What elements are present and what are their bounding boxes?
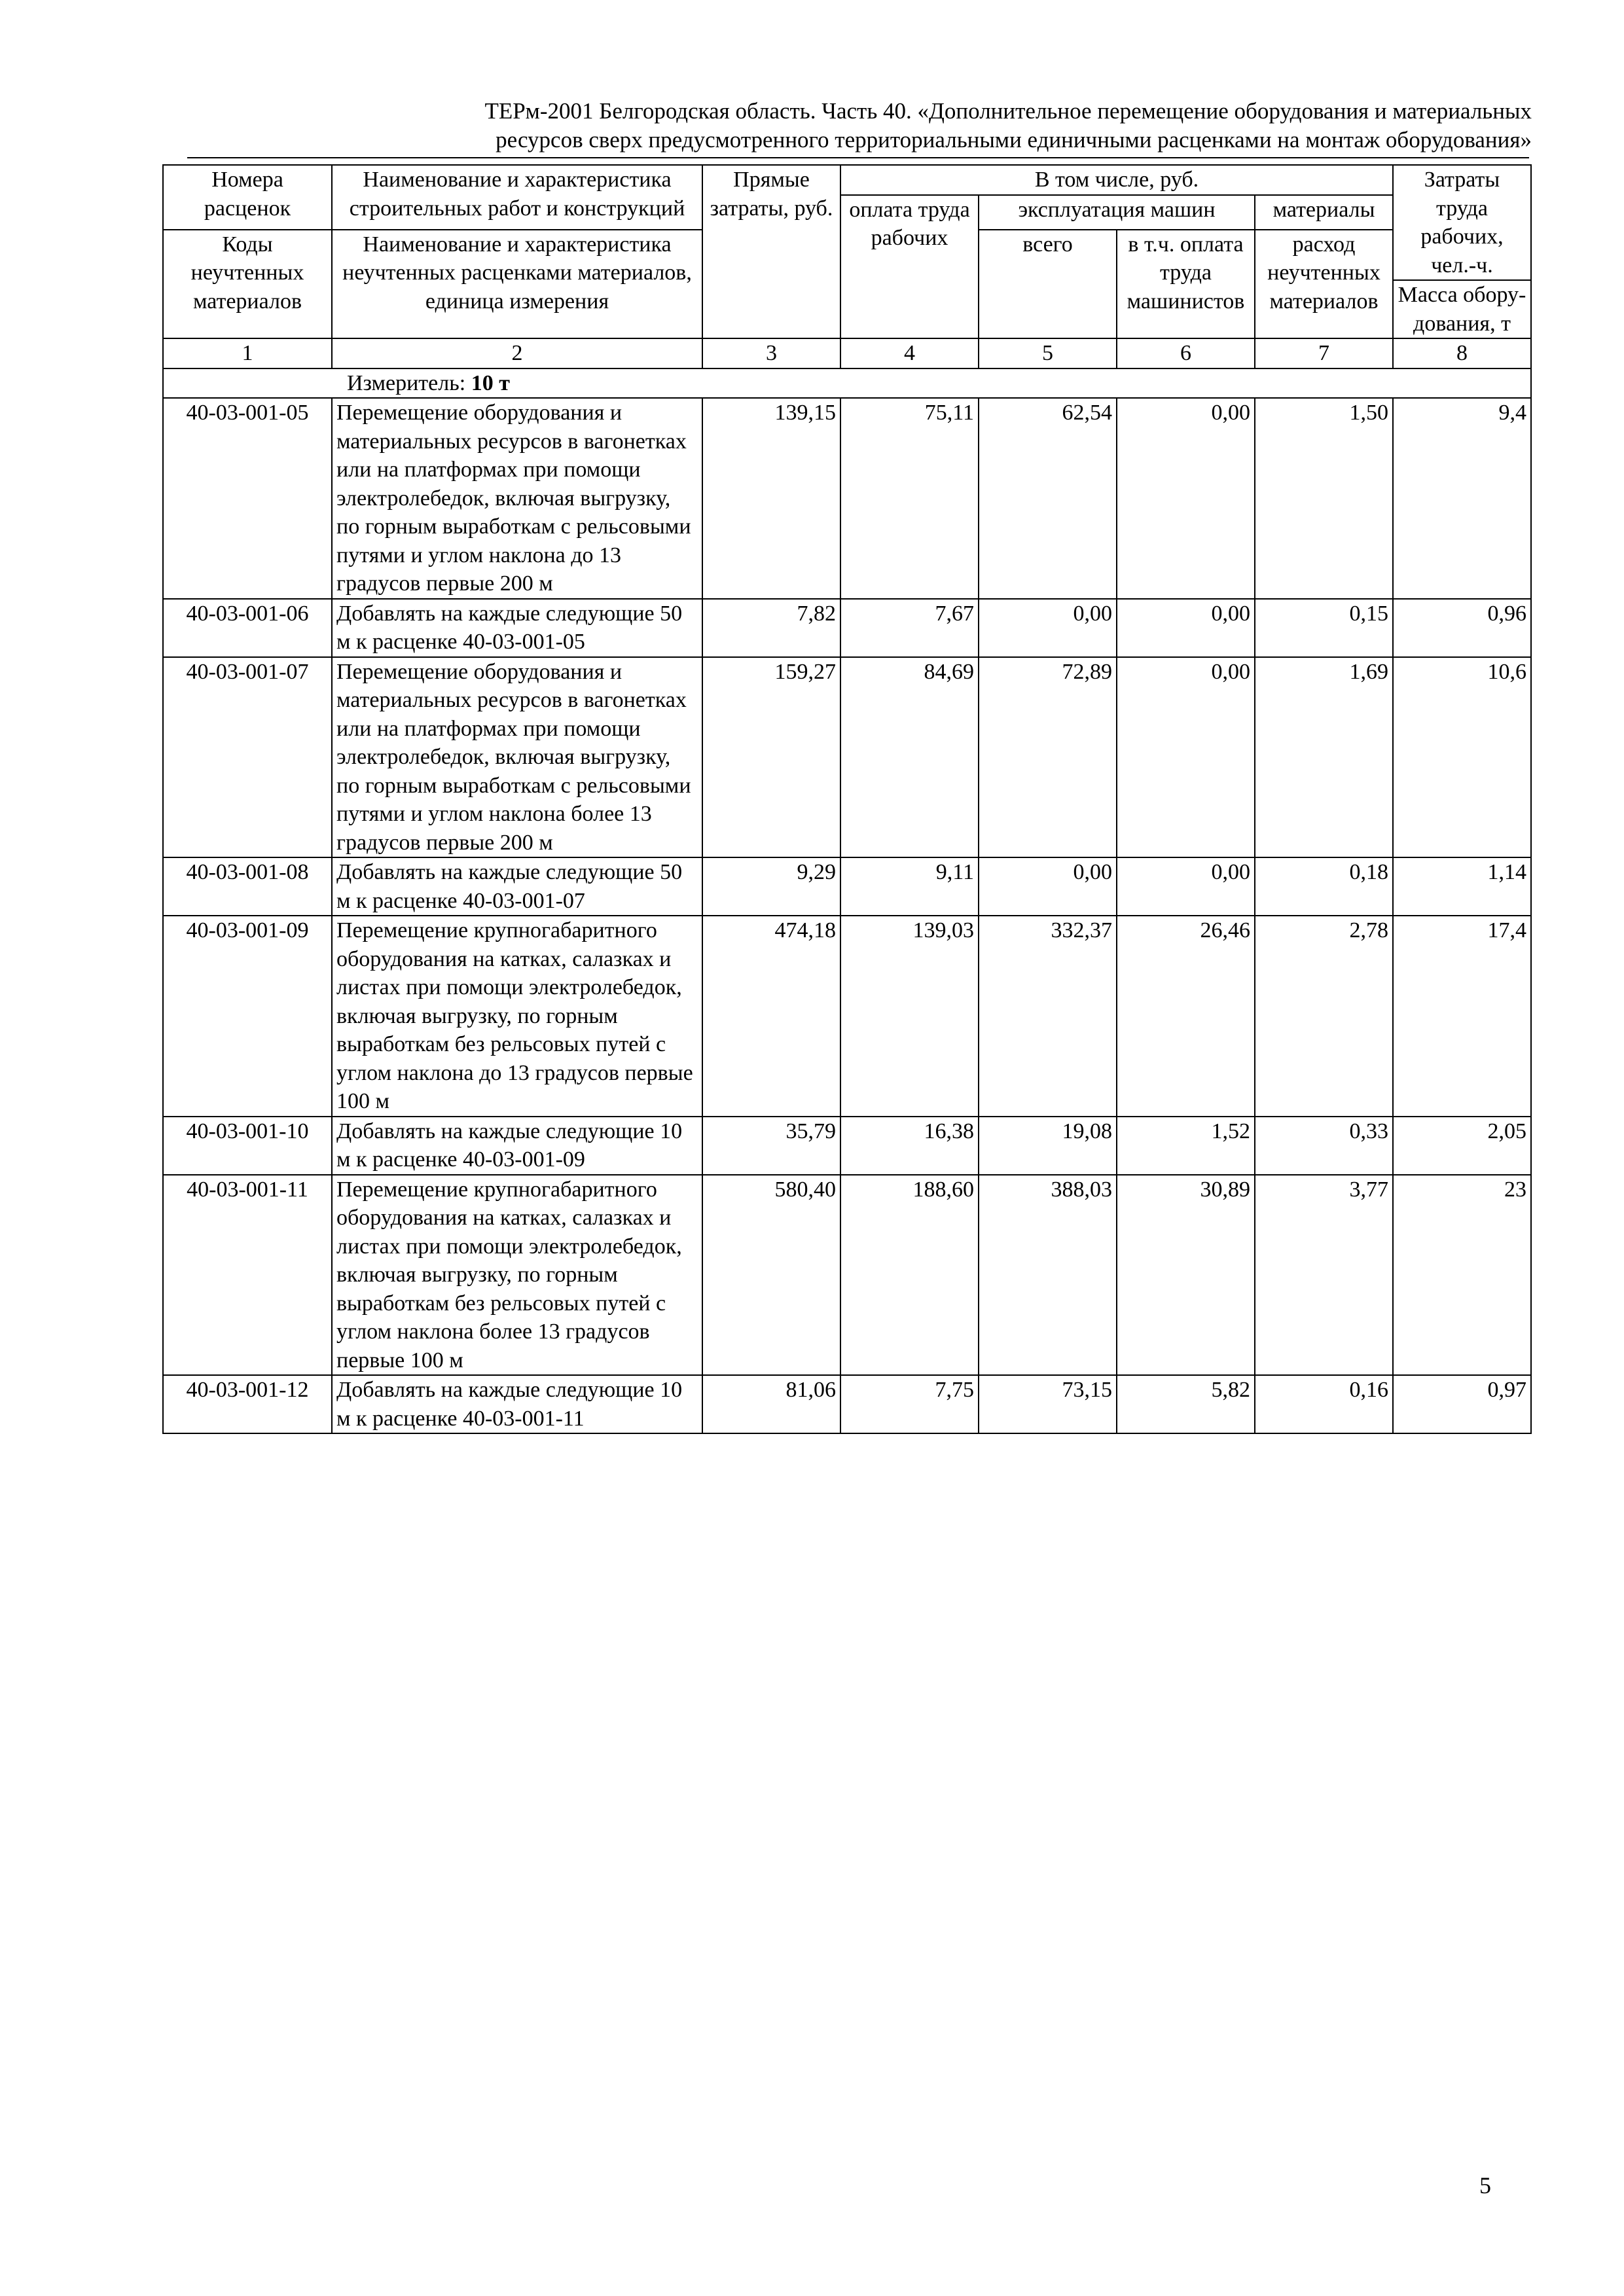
rate-description: Перемещение оборудования и материальных ресурсов в вагонетках или на платформах при помощи электролебедок, включая выгрузку, по горным выработкам с рельсовыми путями и углом наклона более 13 градусов первые 200 м	[332, 657, 702, 858]
materials-value: 0,16	[1255, 1375, 1393, 1433]
rate-description: Добавлять на каждые следующие 10 м к расценке 40-03-001-11	[332, 1375, 702, 1433]
rate-code: 40-03-001-05	[163, 398, 332, 599]
rate-description: Добавлять на каждые следующие 50 м к расценке 40-03-001-05	[332, 599, 702, 657]
direct-costs-value: 139,15	[702, 398, 840, 599]
header-driver-wages: в т.ч. оплата труда машинистов	[1117, 230, 1255, 338]
direct-costs-value: 580,40	[702, 1175, 840, 1376]
rate-code: 40-03-001-11	[163, 1175, 332, 1376]
table-row	[163, 1375, 1531, 1433]
document-title-line-1: ТЕРм-2001 Белгородская область. Часть 40. «Дополнительное перемещение оборудования и материальных	[484, 98, 1532, 124]
column-number: 7	[1255, 338, 1393, 368]
driver-wages-value: 1,52	[1117, 1117, 1255, 1175]
worker-wages-value: 7,67	[840, 599, 979, 657]
title-underline	[187, 157, 1529, 158]
rates-table	[162, 164, 1532, 1434]
header-machines-total: всего	[979, 230, 1117, 338]
header-direct-costs: Прямые затраты, руб.	[702, 165, 840, 338]
machines-total-value: 332,37	[979, 916, 1117, 1117]
direct-costs-value: 35,79	[702, 1117, 840, 1175]
header-equipment-mass: Масса обору-дования, т	[1393, 280, 1531, 338]
materials-value: 2,78	[1255, 916, 1393, 1117]
labor-costs-value: 1,14	[1393, 857, 1531, 916]
worker-wages-value: 188,60	[840, 1175, 979, 1376]
header-worker-wages: оплата труда рабочих	[840, 195, 979, 339]
machines-total-value: 62,54	[979, 398, 1117, 599]
driver-wages-value: 30,89	[1117, 1175, 1255, 1376]
document-title-line-2: ресурсов сверх предусмотренного территориальными единичными расценками на монтаж оборудования»	[496, 127, 1532, 152]
labor-costs-value: 9,4	[1393, 398, 1531, 599]
direct-costs-value: 474,18	[702, 916, 840, 1117]
direct-costs-value: 7,82	[702, 599, 840, 657]
header-unaccounted-materials: расход неучтенных материалов	[1255, 230, 1393, 338]
measure-value: 10 т	[471, 370, 510, 395]
header-machine-operation: эксплуатация машин	[979, 195, 1255, 230]
worker-wages-value: 16,38	[840, 1117, 979, 1175]
labor-costs-value: 10,6	[1393, 657, 1531, 858]
table-row	[163, 657, 1531, 858]
labor-costs-value: 23	[1393, 1175, 1531, 1376]
column-number: 5	[979, 338, 1117, 368]
rate-description: Добавлять на каждые следующие 10 м к расценке 40-03-001-09	[332, 1117, 702, 1175]
document-title	[183, 97, 1532, 154]
column-number: 6	[1117, 338, 1255, 368]
header-material-description: Наименование и характеристика неучтенных расценками материалов, единица измерения	[332, 230, 702, 338]
materials-value: 0,15	[1255, 599, 1393, 657]
rate-description: Добавлять на каждые следующие 50 м к расценке 40-03-001-07	[332, 857, 702, 916]
measure-label: Измеритель:	[347, 370, 466, 395]
table-row	[163, 916, 1531, 1117]
machines-total-value: 19,08	[979, 1117, 1117, 1175]
rate-description: Перемещение оборудования и материальных ресурсов в вагонетках или на платформах при помощи электролебедок, включая выгрузку, по горным выработкам с рельсовыми путями и углом наклона до 13 градусов первые 200 м	[332, 398, 702, 599]
labor-costs-value: 17,4	[1393, 916, 1531, 1117]
materials-value: 0,33	[1255, 1117, 1393, 1175]
driver-wages-value: 0,00	[1117, 857, 1255, 916]
column-number: 8	[1393, 338, 1531, 368]
table-row	[163, 1175, 1531, 1376]
worker-wages-value: 84,69	[840, 657, 979, 858]
machines-total-value: 388,03	[979, 1175, 1117, 1376]
header-work-description: Наименование и характеристика строительных работ и конструкций	[332, 165, 702, 230]
header-labor-costs: Затраты труда рабочих, чел.-ч.	[1393, 165, 1531, 280]
labor-costs-value: 0,97	[1393, 1375, 1531, 1433]
rate-code: 40-03-001-08	[163, 857, 332, 916]
materials-value: 1,69	[1255, 657, 1393, 858]
worker-wages-value: 75,11	[840, 398, 979, 599]
header-material-codes: Коды неучтенных материалов	[163, 230, 332, 338]
rate-code: 40-03-001-12	[163, 1375, 332, 1433]
direct-costs-value: 159,27	[702, 657, 840, 858]
labor-costs-value: 2,05	[1393, 1117, 1531, 1175]
column-number: 1	[163, 338, 332, 368]
direct-costs-value: 9,29	[702, 857, 840, 916]
materials-value: 3,77	[1255, 1175, 1393, 1376]
driver-wages-value: 0,00	[1117, 398, 1255, 599]
worker-wages-value: 139,03	[840, 916, 979, 1117]
table-row	[163, 599, 1531, 657]
labor-costs-value: 0,96	[1393, 599, 1531, 657]
worker-wages-value: 7,75	[840, 1375, 979, 1433]
driver-wages-value: 26,46	[1117, 916, 1255, 1117]
page-number: 5	[1479, 2172, 1491, 2198]
table-row	[163, 857, 1531, 916]
materials-value: 1,50	[1255, 398, 1393, 599]
rate-code: 40-03-001-10	[163, 1117, 332, 1175]
driver-wages-value: 5,82	[1117, 1375, 1255, 1433]
rate-code: 40-03-001-09	[163, 916, 332, 1117]
machines-total-value: 73,15	[979, 1375, 1117, 1433]
column-number: 4	[840, 338, 979, 368]
rate-code: 40-03-001-07	[163, 657, 332, 858]
direct-costs-value: 81,06	[702, 1375, 840, 1433]
table-row	[163, 398, 1531, 599]
column-number: 3	[702, 338, 840, 368]
materials-value: 0,18	[1255, 857, 1393, 916]
rate-description: Перемещение крупногабаритного оборудования на катках, салазках и листах при помощи электролебедок, включая выгрузку, по горным выработкам без рельсовых путей с углом наклона до 13 градусов первые 100 м	[332, 916, 702, 1117]
rate-code: 40-03-001-06	[163, 599, 332, 657]
machines-total-value: 0,00	[979, 857, 1117, 916]
machines-total-value: 0,00	[979, 599, 1117, 657]
driver-wages-value: 0,00	[1117, 657, 1255, 858]
worker-wages-value: 9,11	[840, 857, 979, 916]
header-including: В том числе, руб.	[840, 165, 1393, 195]
column-number: 2	[332, 338, 702, 368]
measure-row	[163, 368, 1531, 399]
machines-total-value: 72,89	[979, 657, 1117, 858]
table-row	[163, 1117, 1531, 1175]
header-materials: материалы	[1255, 195, 1393, 230]
rate-description: Перемещение крупногабаритного оборудования на катках, салазках и листах при помощи электролебедок, включая выгрузку, по горным выработкам без рельсовых путей с углом наклона более 13 градусов первые 100 м	[332, 1175, 702, 1376]
driver-wages-value: 0,00	[1117, 599, 1255, 657]
header-rate-numbers: Номера расценок	[163, 165, 332, 230]
